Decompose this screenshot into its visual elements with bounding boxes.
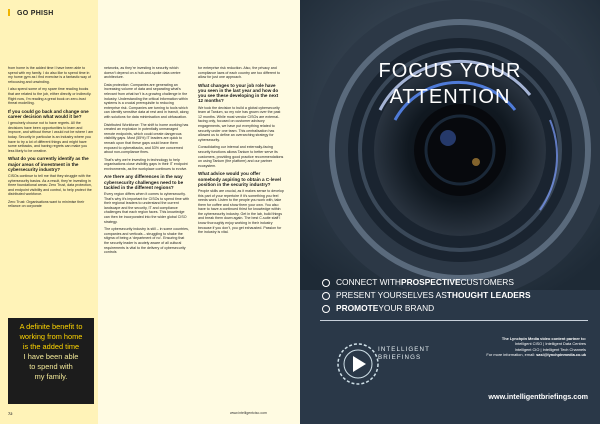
paragraph: Data protection: Companies are generating an increasing volume of data and separating what’s relevant from what isn’t is a growing challenge in the industry. Understanding the critical information within systems is a crucial prerequisite to reducing enterprise risk. Companies are turning to tools which can identify sensitive data at rest and in transit, along with solutions for data minimisation and obfuscation. [104,82,189,119]
pull-quote-line: A definite benefit to [19,322,83,331]
page-number: 72 [8,411,13,416]
paragraph: People skills are crucial, as it makes sense to develop this part of your repertoire if it’s something you feel needs work. Listen to the people you work with, take them for coffee and show them your own. You also have to have a continued thirst for knowledge within the cybersecurity industry. Get in the lab, build things and break them down again. The best C-suite staff I know thoroughly enjoy working in their industry because if you don’t, you get exhausted. Passion for the industry is vital. [198,188,284,235]
partner-line: Intelligent CISO | Intelligent Data Centres [514,341,586,347]
partner-info [456,336,586,358]
logo-text-line: INTELLIGENT [378,346,430,353]
paragraph: Distributed Workforce: The shift to home working has created an explosion in potentially unmanaged remote endpoints, which could create dangerous visibility gaps. Most (55%) IT leaders are quick to remark upon that these gaps could leave them exposed to cyberattacks, and 53% are concerned about non-compliance fines. [104,122,189,155]
circle-bullet-icon [322,305,330,313]
article-column-1 [8,66,94,212]
paragraph: Consolidating our internal and externally-facing security functions allows Tanium to better serve its customers, providing good practice recommendations on using Tanium (the platform) and our partner ecosystem. [198,145,284,168]
paragraph: from home is the added time I have been able to spend with my family. I do also like to spend time in my home gym as I find exercise is a fantastic way of refocusing and unwinding. [8,66,91,84]
contact-text: For more information, email: [486,352,537,358]
pull-quote [8,318,94,404]
bullet-item [322,276,531,289]
headline-line-2: ATTENTION [389,86,511,108]
advert-page [300,0,600,424]
advert-website[interactable]: www.intelligentbriefings.com [488,392,588,401]
bullet-item [322,302,531,315]
divider [320,320,588,321]
question-heading: What do you currently identify as the major areas of investment in the cybersecurity industry? [8,156,89,172]
bullet-emphasis: THOUGHT LEADERS [446,290,531,300]
question-heading: Are there any differences in the way cybersecurity challenges need to be tackled in the different regions? [104,174,184,190]
bullet-text: YOUR BRAND [378,303,435,313]
article-column-3 [198,66,284,238]
logo-wordmark [378,346,430,362]
paragraph: CISOs continue to tell me that they struggle with the cybersecurity basics. As a result, they’re investing in three foundational areas: Zero Trust, data protection, and endpoint visibility and control, to help protect the distributed workforce. [8,173,92,197]
paragraph: networks, as they’re investing in security which doesn’t depend on a hub-and-spoke data centre architecture. [104,66,181,80]
question-heading: If you could go back and change one career decision what would it be? [8,108,89,119]
pull-quote-line: I have been able [23,352,79,361]
section-header [8,9,54,17]
headline-line-1: FOCUS YOUR [378,60,522,82]
paragraph: I also spend some of my spare time reading books that are related to the job, either directly or indirectly. Right now, I’m reading a great book on zero-trust threat modelling. [8,87,92,106]
paragraph: That’s why we’re investing in technology to help organisations close visibility gaps in their IT endpoint environments, as the workplace continues to evolve. [104,157,188,171]
header-bar-icon [8,9,14,16]
contact-email[interactable]: sasi@lynchpinmedia.co.uk [536,352,586,358]
circle-bullet-icon [322,292,330,300]
advert-bullets [322,276,531,315]
paragraph: Zero Trust: Organisations want to minimise their reliance on corporate [8,199,85,209]
partner-heading: The Lynchpin Media video content partner to: [501,336,586,341]
pull-quote-line: is the added time [22,342,80,351]
bullet-text: CUSTOMERS [460,277,514,287]
question-heading: What changes to your job role have you seen in the last year and how do you see these developing in the next 12 months? [198,82,279,104]
paragraph: for enterprise risk reduction. Also, the privacy and compliance laws of each country are too different to allow for just one approach. [198,66,281,80]
pull-quote-line: my family. [34,372,68,381]
bullet-emphasis: PROMOTE [336,303,379,313]
intelligent-briefings-logo [334,328,454,398]
bullet-text: CONNECT WITH [336,277,401,287]
section-title: GO PHISH [17,10,54,17]
paragraph: We took the decision to build a global cybersecurity team at Tanium, so my role has grown over the past 12 months. While most vendor CISOs are external-facing only, focused on customer advisory engagements, we have put everything related to security under one team. This centralisation has allowed us to define an overarching strategy for cybersecurity. [198,105,281,142]
paragraph: The cybersecurity industry is still – in some countries, companies and verticals – struggling to shake the stigma of being a ‘department of no’. Ensuring that the security leader is acutely aware of all cultural requirements is vital to the delivery of cybersecurity controls [104,227,189,255]
contact-line [456,352,586,357]
paragraph: Every region differs when it comes to cybersecurity. That’s why it’s important for CISOs to spend time with their regional leaders to understand the current landscape and the security, IT and compliance challenges that each region faces. This knowledge can then be incorporated into the wider global CISO strategy. [104,192,190,224]
paragraph: I genuinely choose not to have regrets. All the decisions have been opportunities to learn and improve, and without these I would not be where I am today. Security in particular is an industry where you have to try a lot of different things and might have some setbacks, and having regrets can make you less likely to be creative. [8,121,94,153]
camera-lens-image [300,0,600,290]
bullet-emphasis: PROSPECTIVE [400,277,461,287]
bullet-item [322,289,531,302]
advert-headline [300,58,600,110]
article-column-2 [104,66,190,258]
pull-quote-line: to spend with [29,362,73,371]
logo-text-line: BRIEFINGS [378,354,422,361]
circle-bullet-icon [322,279,330,287]
footer-url[interactable]: www.intelligentciso.com [230,411,267,415]
pull-quote-line: working from home [19,332,83,341]
partner-line: Intelligent CIO | Intelligent Tech Channels [514,346,586,352]
question-heading: What advice would you offer somebody aspiring to obtain a C-level position in the security industry? [198,171,281,187]
bullet-text: PRESENT YOURSELVES AS [336,290,447,300]
